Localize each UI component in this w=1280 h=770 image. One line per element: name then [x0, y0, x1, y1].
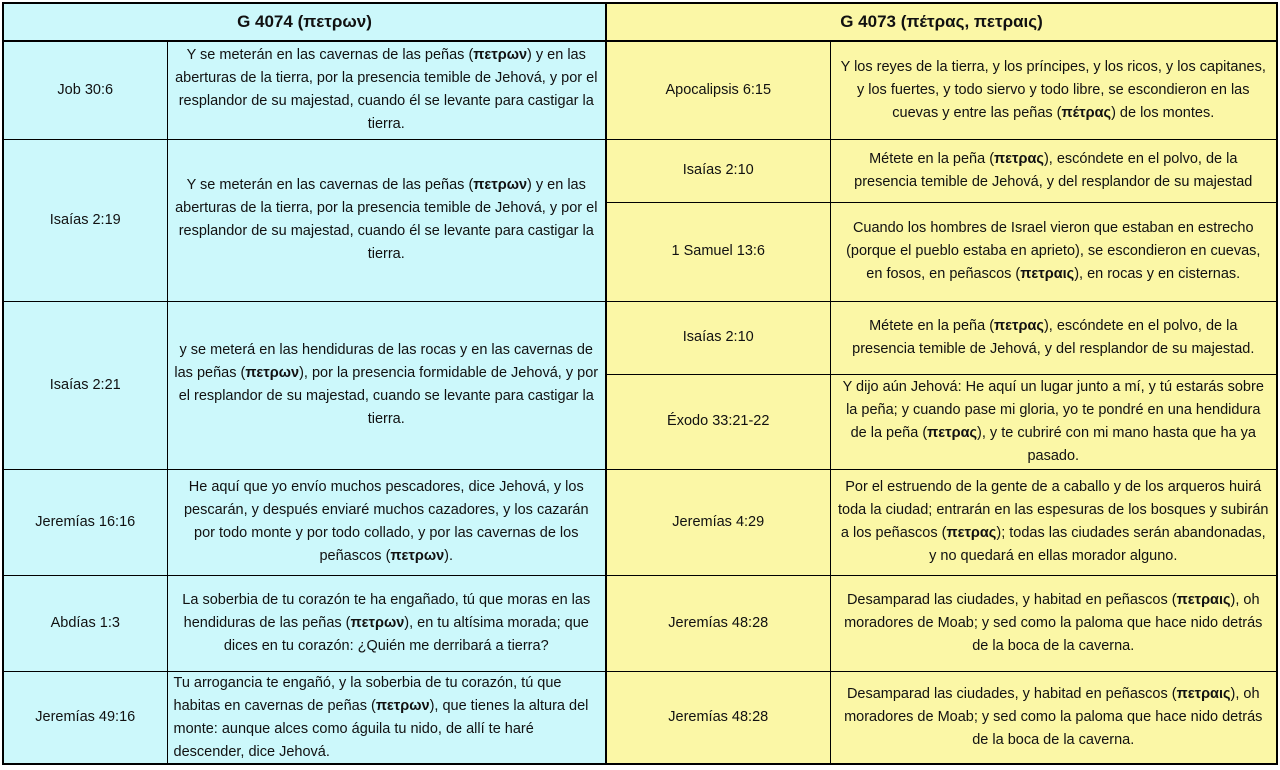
- table-row: [4, 469, 605, 575]
- table-row: [4, 301, 605, 469]
- verse-text: Desamparad las ciudades, y habitad en peñascos (πετραις), oh moradores de Moab; y sed como la paloma que hace nido detrás de la boca de la caverna.: [830, 671, 1276, 763]
- right-table-panel: [605, 2, 1278, 765]
- greek-word: πετρων: [245, 365, 300, 381]
- greek-word: πετρας: [994, 150, 1044, 167]
- verse-text: Métete en la peña (πετρας), escóndete en el polvo, de la presencia temible de Jehová, y del resplandor de su majestad.: [830, 301, 1276, 374]
- verse-text: Cuando los hombres de Israel vieron que estaban en estrecho (porque el pueblo estaba en aprieto), se escondieron en cuevas, en fosos, en peñascos (πετραις), en rocas y en cisternas.: [830, 202, 1276, 301]
- left-verse-table: [4, 4, 605, 764]
- greek-word: πετρας: [927, 424, 978, 441]
- verse-reference: Apocalipsis 6:15: [607, 41, 830, 139]
- verse-reference: Isaías 2:10: [607, 301, 830, 374]
- greek-word: πετρων: [473, 177, 528, 193]
- table-row: [607, 575, 1276, 671]
- verse-reference: Jeremías 48:28: [607, 671, 830, 763]
- table-row: [607, 469, 1276, 575]
- verse-text: Y los reyes de la tierra, y los príncipes, y los ricos, y los capitanes, y los fuertes, y todo siervo y todo libre, se escondieron en las cuevas y entre las peñas (πέτρας) de los montes.: [830, 41, 1276, 139]
- verse-reference: Jeremías 48:28: [607, 575, 830, 671]
- table-row: [607, 301, 1276, 374]
- verse-reference: Abdías 1:3: [4, 575, 167, 671]
- verse-reference: Job 30:6: [4, 41, 167, 139]
- table-row: [607, 139, 1276, 202]
- left-table-title: G 4074 (πετρων): [4, 4, 605, 41]
- table-row: [4, 139, 605, 301]
- verse-text: y se meterá en las hendiduras de las rocas y en las cavernas de las peñas (πετρων), por la presencia formidable de Jehová, y por el resplandor de su majestad, cuando se levante para castigar la tierra.: [167, 301, 605, 469]
- table-row: [607, 374, 1276, 469]
- verse-reference: Jeremías 49:16: [4, 671, 167, 764]
- greek-word: πετραις: [1176, 685, 1231, 702]
- verse-text: Tu arrogancia te engañó, y la soberbia de tu corazón, tú que habitas en cavernas de peñas (πετρων), que tienes la altura del monte: aunque alces como águila tu nido, de allí te haré descender, dice Jehová.: [167, 671, 605, 764]
- left-table-panel: [2, 2, 607, 765]
- verse-text: Y se meterán en las cavernas de las peñas (πετρων) y en las aberturas de la tierra, por la presencia temible de Jehová, y por el resplandor de su majestad, cuando él se levante para castigar la tierra.: [167, 41, 605, 139]
- verse-reference: Isaías 2:21: [4, 301, 167, 469]
- verse-reference: Jeremías 4:29: [607, 469, 830, 575]
- table-row: [607, 202, 1276, 301]
- right-verse-table: [607, 4, 1276, 763]
- table-row: [4, 671, 605, 764]
- verse-reference: 1 Samuel 13:6: [607, 202, 830, 301]
- verse-reference: Éxodo 33:21-22: [607, 374, 830, 469]
- greek-word: πετρων: [375, 697, 430, 714]
- verse-text: La soberbia de tu corazón te ha engañado, tú que moras en las hendiduras de las peñas (πετρων), en tu altísima morada; que dices en tu corazón: ¿Quién me derribará a tierra?: [167, 575, 605, 671]
- verse-text: Por el estruendo de la gente de a caballo y de los arqueros huirá toda la ciudad; entrarán en las espesuras de los bosques y subirán a los peñascos (πετρας); todas las ciudades serán abandonadas, y no quedará en ellas morador alguno.: [830, 469, 1276, 575]
- verse-text: Desamparad las ciudades, y habitad en peñascos (πετραις), oh moradores de Moab; y sed como la paloma que hace nido detrás de la boca de la caverna.: [830, 575, 1276, 671]
- table-row: [607, 671, 1276, 763]
- greek-word: πετρων: [473, 47, 528, 64]
- greek-word: πετρας: [946, 525, 997, 541]
- greek-word: πετρων: [350, 614, 405, 631]
- verse-text: He aquí que yo envío muchos pescadores, dice Jehová, y los pescarán, y después enviaré muchos cazadores, y los cazarán por todo monte y por todo collado, y por las cavernas de los peñascos (πετρων).: [167, 469, 605, 575]
- table-row: [4, 575, 605, 671]
- verse-reference: Isaías 2:10: [607, 139, 830, 202]
- table-row: [607, 41, 1276, 139]
- verse-reference: Jeremías 16:16: [4, 469, 167, 575]
- verse-text: Métete en la peña (πετρας), escóndete en el polvo, de la presencia temible de Jehová, y del resplandor de su majestad: [830, 139, 1276, 202]
- verse-reference: Isaías 2:19: [4, 139, 167, 301]
- verse-text: Y se meterán en las cavernas de las peñas (πετρων) y en las aberturas de la tierra, por la presencia temible de Jehová, y por el resplandor de su majestad, cuando él se levante para castigar la tierra.: [167, 139, 605, 301]
- table-row: [4, 41, 605, 139]
- verse-text: Y dijo aún Jehová: He aquí un lugar junto a mí, y tú estarás sobre la peña; y cuando pase mi gloria, yo te pondré en una hendidura de la peña (πετρας), y te cubriré con mi mano hasta que ha ya pasado.: [830, 374, 1276, 469]
- greek-word: πετραις: [1176, 591, 1231, 608]
- greek-word: πετραις: [1020, 266, 1075, 282]
- greek-word: πέτρας: [1061, 104, 1112, 121]
- greek-word: πετρων: [390, 548, 445, 564]
- greek-word: πετρας: [994, 317, 1044, 334]
- right-table-title: G 4073 (πέτρας, πετραις): [607, 4, 1276, 41]
